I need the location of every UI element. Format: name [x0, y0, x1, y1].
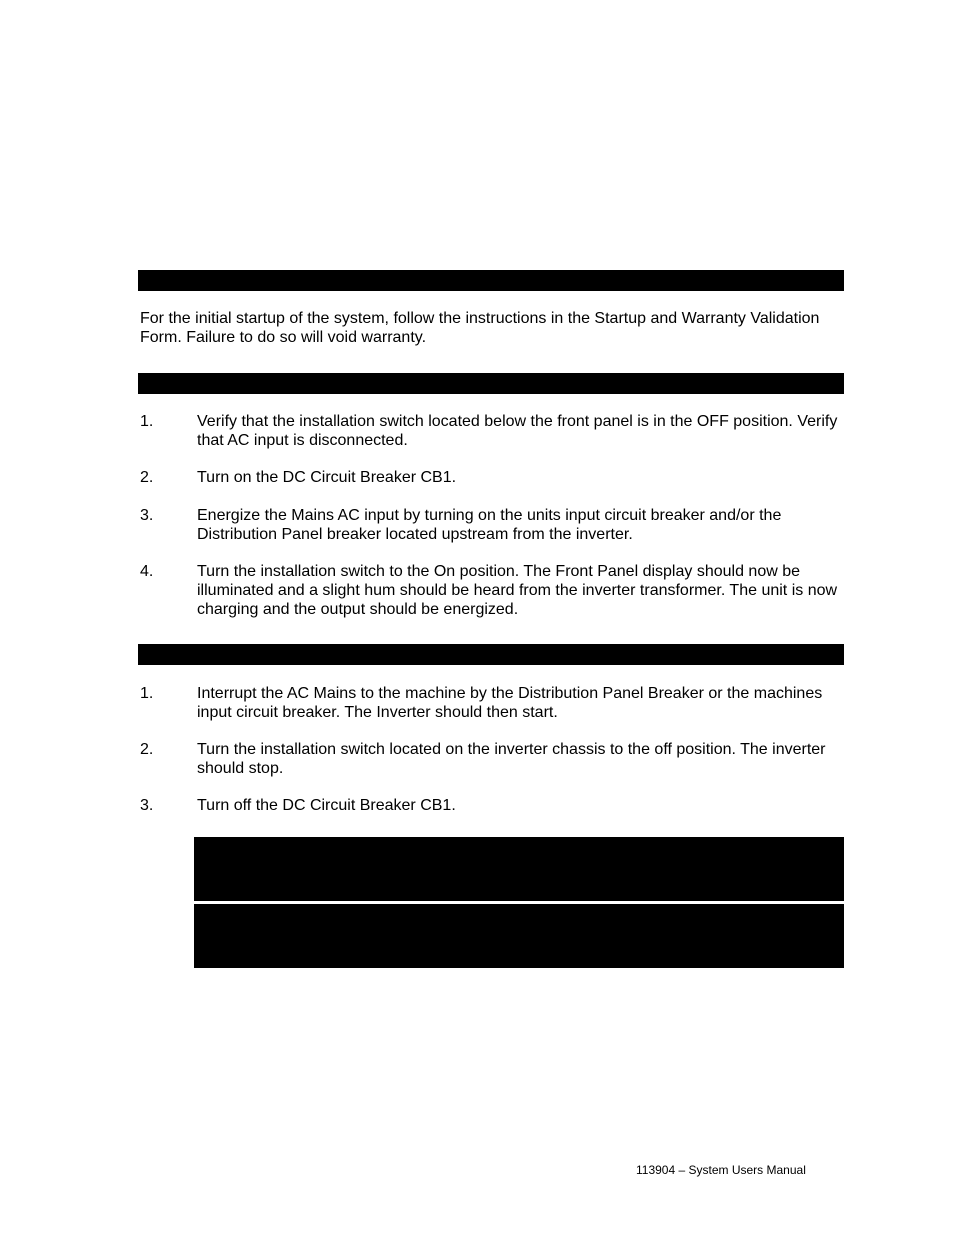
step-text: Energize the Mains AC input by turning on the units input circuit breaker and/or the Distribution Panel breaker located upstream from the inverter. [197, 507, 782, 543]
step-number: 2. [140, 469, 154, 486]
step-text: Turn off the DC Circuit Breaker CB1. [197, 797, 456, 814]
step-text: Verify that the installation switch located below the front panel is in the OFF position. Verify that AC input is disconnected. [197, 413, 838, 449]
step-number: 4. [140, 563, 154, 580]
step-text: Turn the installation switch to the On position. The Front Panel display should now be illuminated and a slight hum should be heard from the inverter transformer. The unit is now charging and the output should be energized. [197, 563, 838, 618]
step-number: 3. [140, 507, 154, 524]
redacted-caution-box [194, 904, 844, 968]
step-text: Turn on the DC Circuit Breaker CB1. [197, 469, 457, 486]
step-number: 1. [140, 413, 154, 430]
step-text: Interrupt the AC Mains to the machine by the Distribution Panel Breaker or the machines input circuit breaker. The Inverter should then start. [197, 685, 823, 721]
section-header-bar-initial-startup [138, 270, 844, 291]
step-number: 3. [140, 797, 154, 814]
step-text: Turn the installation switch located on the inverter chassis to the off position. The inverter should stop. [197, 741, 826, 777]
page-footer: 113904 – System Users Manual [636, 1163, 806, 1177]
intro-paragraph: For the initial startup of the system, follow the instructions in the Startup and Warranty Validation Form. Failure to do so will void warranty. [140, 310, 820, 346]
step-number: 2. [140, 741, 154, 758]
redacted-note-box [194, 837, 844, 901]
section-header-bar-startup [138, 373, 844, 394]
section-header-bar-shutdown [138, 644, 844, 665]
step-number: 1. [140, 685, 154, 702]
